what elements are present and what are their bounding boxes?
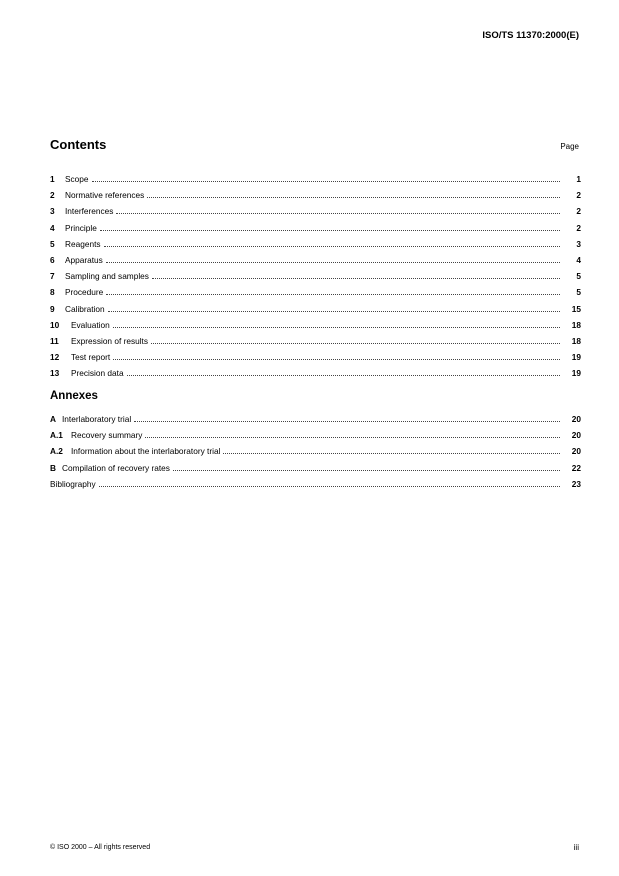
- toc-entry-bibliography[interactable]: [50, 479, 581, 495]
- toc-entry-page: 20: [571, 446, 581, 457]
- toc-entry-title: Interferences: [65, 206, 114, 217]
- toc-entry-number: A.1: [50, 430, 63, 441]
- page-column-label: Page: [560, 142, 579, 151]
- toc-entry-page: 2: [576, 222, 581, 233]
- toc-entry-number: 12: [50, 352, 60, 363]
- toc-entry-title: Expression of results: [71, 335, 149, 346]
- toc-entry-scope[interactable]: [50, 174, 581, 190]
- toc-entry-number: 5: [50, 238, 55, 249]
- annexes-title: Annexes: [50, 390, 98, 402]
- toc-entry-number: 7: [50, 271, 55, 282]
- toc-entry-title: Principle: [65, 222, 97, 233]
- document-id: ISO/TS 11370:2000(E): [482, 30, 579, 41]
- toc-entry-evaluation[interactable]: [50, 320, 581, 336]
- toc-entry-annex-a2[interactable]: [50, 446, 581, 462]
- toc-entry-page: 1: [576, 174, 581, 184]
- toc-entry-title: Precision data: [71, 368, 124, 379]
- toc-entry-title: Scope: [65, 174, 89, 184]
- dot-leader: [113, 352, 560, 360]
- toc-entry-number: 10: [50, 319, 60, 330]
- toc-entry-number: 4: [50, 222, 55, 233]
- toc-entry-number: A: [50, 414, 56, 424]
- annexes-list: [50, 414, 581, 495]
- dot-leader: [134, 414, 560, 422]
- toc-entry-normative-references[interactable]: [50, 190, 581, 206]
- toc-entry-interferences[interactable]: [50, 206, 581, 222]
- toc-entry-title: Apparatus: [65, 254, 103, 265]
- toc-entry-sampling[interactable]: [50, 271, 581, 287]
- page-number: iii: [573, 843, 579, 852]
- dot-leader: [106, 255, 560, 263]
- dot-leader: [147, 190, 560, 198]
- toc-entry-number: 1: [50, 174, 55, 184]
- toc-entry-precision-data[interactable]: [50, 368, 581, 384]
- dot-leader: [106, 287, 560, 295]
- toc-entry-annex-b[interactable]: [50, 463, 581, 479]
- toc-entry-expression-of-results[interactable]: [50, 336, 581, 352]
- toc-entry-page: 4: [576, 254, 581, 265]
- toc-entry-calibration[interactable]: [50, 304, 581, 320]
- dot-leader: [104, 239, 560, 247]
- toc-entry-page: 2: [576, 206, 581, 217]
- toc-entry-number: 3: [50, 206, 55, 217]
- toc-entry-page: 22: [571, 462, 581, 473]
- toc-entry-title: Reagents: [65, 238, 101, 249]
- toc-entry-title: Interlaboratory trial: [62, 414, 132, 424]
- dot-leader: [223, 446, 560, 454]
- toc-entry-page: 23: [571, 478, 581, 489]
- toc-entry-title: Procedure: [65, 287, 104, 298]
- toc-entry-number: 2: [50, 190, 55, 201]
- toc-entry-title: Bibliography: [50, 478, 96, 489]
- dot-leader: [92, 174, 560, 182]
- copyright-notice: © ISO 2000 – All rights reserved: [50, 844, 151, 851]
- toc-entry-page: 15: [571, 303, 581, 314]
- dot-leader: [127, 368, 560, 376]
- toc-entry-page: 20: [571, 430, 581, 441]
- dot-leader: [113, 320, 560, 328]
- toc-entry-title: Calibration: [65, 303, 105, 314]
- toc-entry-page: 2: [576, 190, 581, 201]
- toc-entry-number: 11: [50, 335, 59, 346]
- toc-entry-title: Evaluation: [71, 319, 110, 330]
- toc-entry-title: Sampling and samples: [65, 271, 149, 282]
- contents-list: [50, 174, 581, 384]
- dot-leader: [100, 223, 560, 231]
- toc-entry-apparatus[interactable]: [50, 255, 581, 271]
- dot-leader: [108, 304, 560, 312]
- dot-leader: [116, 206, 560, 214]
- dot-leader: [145, 430, 560, 438]
- toc-entry-number: 6: [50, 254, 55, 265]
- toc-entry-number: 8: [50, 287, 55, 298]
- toc-entry-page: 18: [571, 319, 581, 330]
- toc-entry-number: A.2: [50, 446, 63, 457]
- toc-entry-title: Compilation of recovery rates: [62, 462, 170, 473]
- toc-entry-title: Recovery summary: [71, 430, 143, 441]
- dot-leader: [151, 336, 560, 344]
- toc-entry-page: 5: [576, 287, 581, 298]
- toc-entry-number: 13: [50, 368, 60, 379]
- toc-entry-page: 3: [576, 238, 581, 249]
- toc-entry-test-report[interactable]: [50, 352, 581, 368]
- toc-entry-page: 5: [576, 271, 581, 282]
- toc-entry-page: 20: [571, 414, 581, 424]
- toc-entry-title: Information about the interlaboratory trial: [71, 446, 221, 457]
- toc-entry-reagents[interactable]: [50, 239, 581, 255]
- toc-entry-title: Normative references: [65, 190, 145, 201]
- contents-title: Contents: [50, 137, 107, 152]
- toc-entry-procedure[interactable]: [50, 287, 581, 303]
- toc-entry-number: 9: [50, 303, 55, 314]
- dot-leader: [173, 463, 560, 471]
- toc-entry-page: 19: [571, 352, 581, 363]
- toc-entry-page: 19: [571, 368, 581, 379]
- toc-entry-number: B: [50, 462, 56, 473]
- toc-entry-annex-a[interactable]: [50, 414, 581, 430]
- toc-entry-title: Test report: [71, 352, 111, 363]
- toc-entry-annex-a1[interactable]: [50, 430, 581, 446]
- toc-entry-principle[interactable]: [50, 223, 581, 239]
- dot-leader: [152, 271, 560, 279]
- dot-leader: [99, 479, 560, 487]
- toc-entry-page: 18: [571, 335, 581, 346]
